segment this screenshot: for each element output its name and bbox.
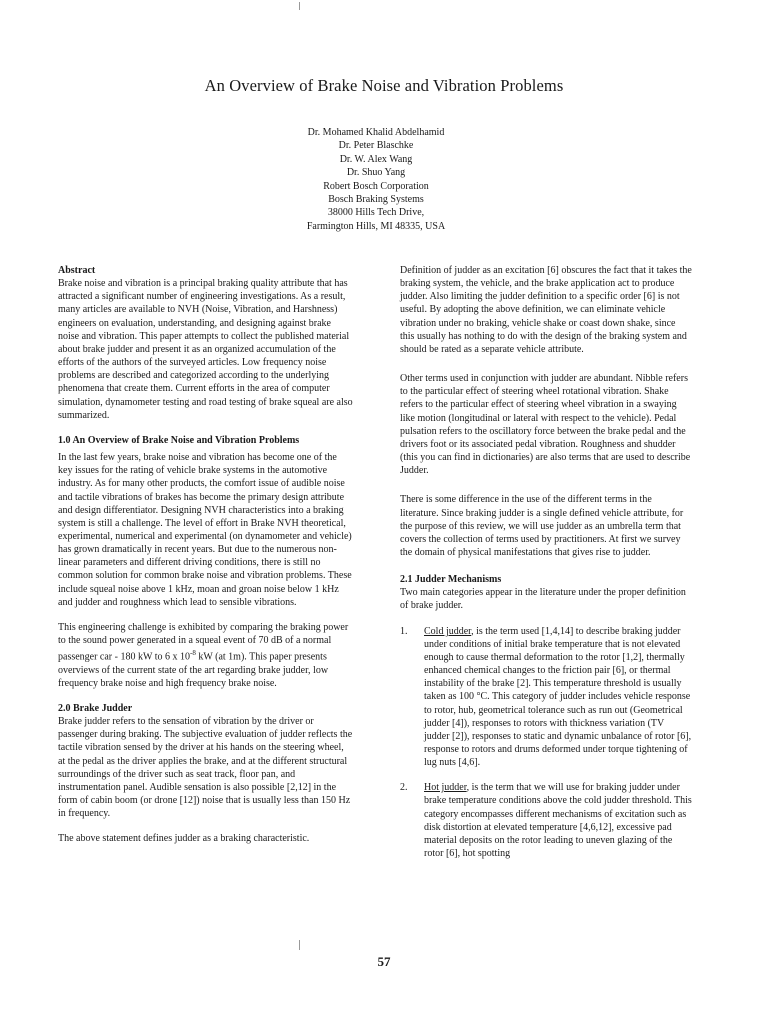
- left-column: [58, 264, 353, 858]
- section-1-paragraph: In the last few years, brake noise and vibration has become one of the key issues for the rating of vehicle brake systems in the automotive industry. As for many other products, the comfort issue of audible noise and tactile vibrations of brakes has become the primary design attribute and design differentiator. Designing NVH characteristics into a braking system is still a challenge. The level of effort in Brake NVH theoretical, experimental, numerical and experimental (on dynamometer and vehicle) has grown dramatically in recent years. But due to the numerous non-linear parameters and different driving conditions, there is still no common solution for common brake noise and vibration problems. These include squeal noise above 1 kHz, moan and groan noise below 1 kHz and judder and roughness which lead to sensible vibrations.: [58, 452, 352, 608]
- abstract-text: Brake noise and vibration is a principal braking quality attribute that has attracted a significant number of engineering investigations. As a result, many articles are available to NVH (Noise, Vibration, and Harshness) engineers on evaluation, understanding, and designing against brake noise and vibration. This paper attempts to collect the published material about brake judder and present it as an organized accumulation of the efforts of the authors of the surveyed articles. Low frequency noise problems are described and categorized according to the underlying phenomena that create them. Current efforts in the area of computer simulation, dynamometer testing and road testing of brake squeal are also summarized.: [58, 278, 353, 421]
- author-line: Dr. Shuo Yang: [346, 167, 406, 179]
- section-1-heading: 1.0 An Overview of Brake Noise and Vibration Problems: [58, 434, 300, 446]
- section-2-paragraph-2: The above statement defines judder as a braking characteristic.: [58, 833, 310, 845]
- judder-review-paragraph: There is some difference in the use of the different terms in the literature. Since braking judder is a single defined vehicle attribute, for the purpose of this review, we will use judder as an umbrella term that covers the collection of terms used by practitioners. At first we survey the domain of physical manifestations that gives rise to judder.: [400, 494, 684, 558]
- affiliation-line: Robert Bosch Corporation: [323, 180, 429, 192]
- section-2-1-intro: Two main categories appear in the literature under the proper definition of brake judder.: [400, 587, 686, 612]
- judder-category-list: [400, 625, 692, 861]
- scan-mark-bottom: [299, 940, 300, 950]
- list-item: [400, 781, 692, 860]
- paper-title: An Overview of Brake Noise and Vibration Problems: [204, 76, 564, 95]
- section-2-paragraph: Brake judder refers to the sensation of vibration by the driver or passenger during braking. The subjective evaluation of judder reflects the tactile vibration sensed by the driver at his hands on the steering wheel, at the pedal as the driver applies the brake, and at the different structural surroundings of the driver such as seat track, floor pan, and instrumentation panel. Audible sensation is also possible [2,12] in the form of cabin boom (or drone [12]) noise that is usually less than 150 Hz in frequency.: [58, 716, 353, 820]
- list-term: Cold judder: [424, 625, 472, 637]
- section-2-heading: 2.0 Brake Judder: [58, 703, 133, 715]
- section-1-paragraph-2-text-b: kW (at 1m). This paper presents overviews of the current state of the art regarding brake judder, low frequency brake noise and high frequency brake noise.: [58, 651, 329, 689]
- list-number: 1.: [400, 625, 408, 637]
- exponent: -8: [190, 649, 196, 658]
- section-2-1-heading: 2.1 Judder Mechanisms: [400, 574, 502, 586]
- list-number: 2.: [400, 782, 408, 794]
- judder-definition-paragraph: Definition of judder as an excitation [6] obscures the fact that it takes the braking system, the vehicle, and the brake application act to produce judder. Also limiting the judder definition to a specific order [6] is not useful. By adopting the above definition, we can eliminate vehicle vibration under no braking, vehicle shake or coast down shake, since this usually has nothing to do with the design of the braking system and should be rated as a separate vehicle attribute.: [400, 265, 692, 355]
- author-line: Dr. Mohamed Khalid Abdelhamid: [307, 127, 445, 138]
- author-line: Dr. Peter Blaschke: [338, 140, 414, 152]
- list-text: , is the term used [1,4,14] to describe braking judder under conditions of initial brake temperature that is not elevated enough to cause thermal deformation to the rotor [1,2], thermally enhanced chemical changes to the friction pair [6], or thermal instability of the brake [2]. This temperature threshold is usually taken as 100 °C. This category of judder includes vehicle response to rotor, hub, geometrical tolerance such as run out (Geometrical judder [4]), responses to rotors with thickness variation (TV judder [2]), responses to static and dynamic unbalance of rotor [6], response to rotors and drums deformed under torque tightening of lug nuts [4,6].: [424, 625, 692, 769]
- page-number: 57: [377, 954, 391, 969]
- author-line: Dr. W. Alex Wang: [339, 153, 413, 165]
- list-item: [400, 625, 692, 770]
- list-term: Hot judder: [424, 782, 467, 794]
- list-text: , is the term that we will use for braking judder under brake temperature conditions above the cold judder threshold. This category encompasses different mechanisms of excitation such as disk distortion at elevated temperature [4,6,12], excessive pad material deposits on the rotor leading to uneven glazing of the rotor [6], hot spotting: [424, 782, 692, 860]
- section-1-paragraph-2: [58, 621, 353, 690]
- address-line: 38000 Hills Tech Drive,: [327, 207, 425, 219]
- right-column: [400, 264, 692, 872]
- abstract-heading: Abstract: [58, 265, 96, 276]
- section-1-paragraph-2-text-a: This engineering challenge is exhibited by comparing the braking power to the sound power generated in a squeal event of 70 dB of a normal passenger car - 180 kW to 6 x 10: [58, 621, 349, 663]
- scan-mark-top: [299, 2, 300, 10]
- author-block: [0, 126, 752, 233]
- address-line: Farmington Hills, MI 48335, USA: [306, 220, 446, 232]
- judder-terms-paragraph: Other terms used in conjunction with judder are abundant. Nibble refers to the particular effect of steering wheel rotational vibration. Shake refers to the particular effect of steering wheel vibration in a swaying like motion (longitudinal or lateral with respect to the vehicle). Pedal pulsation refers to the oscillatory force between the brake pedal and the drivers foot or its associated pedal vibration. Roughness and shudder (this you can find in dictionaries) are also terms that are used to describe Judder.: [400, 373, 691, 477]
- affiliation-line: Bosch Braking Systems: [328, 194, 424, 206]
